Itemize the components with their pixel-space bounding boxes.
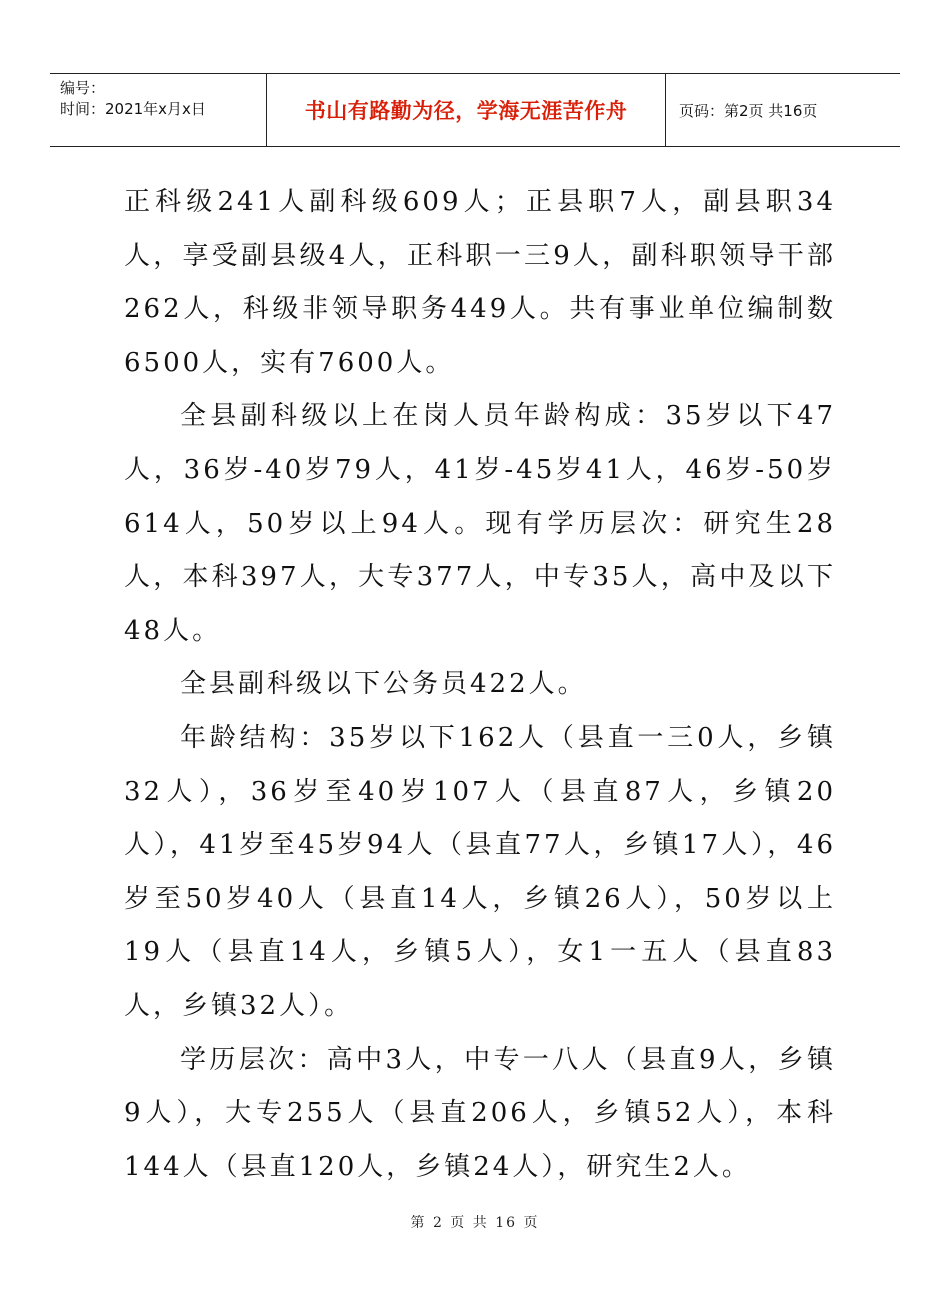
- document-body: [124, 176, 836, 1194]
- header-page-info-cell: [666, 74, 900, 146]
- body-paragraph-4: 年龄结构：35岁以下162人（县直一三0人，乡镇32人），36岁至40岁107人（县直87人，乡镇20人），41岁至45岁94人（县直77人，乡镇17人），46岁至50岁40人（县直14人，乡镇26人），50岁以上19人（县直14人，乡镇5人），女1一五人（县直83人，乡镇32人）。: [124, 722, 836, 1021]
- header-page-info: 页码：第2页 共16页: [679, 101, 818, 120]
- body-paragraph-3: 全县副科级以下公务员422人。: [180, 669, 587, 700]
- document-time-label: 时间：2021年x月x日: [60, 100, 206, 118]
- header-motto-cell: [266, 74, 666, 146]
- header-motto: 书山有路勤为径，学海无涯苦作舟: [304, 99, 628, 123]
- page-footer: [0, 1212, 950, 1232]
- body-paragraph-5: 学历层次：高中3人，中专一八人（县直9人，乡镇9人），大专255人（县直206人，乡镇52人），本科144人（县直120人，乡镇24人），研究生2人。: [124, 1044, 836, 1182]
- body-paragraph-2: 全县副科级以上在岗人员年龄构成：35岁以下47人，36岁-40岁79人，41岁-45岁41人，46岁-50岁614人，50岁以上94人。现有学历层次：研究生28人，本科397人，大专377人，中专35人，高中及以下48人。: [124, 401, 836, 646]
- body-paragraph-1: 正科级241人副科级609人；正县职7人，副县职34人，享受副县级4人，正科职一三9人，副科职领导干部262人，科级非领导职务449人。共有事业单位编制数6500人，实有7600人。: [124, 187, 836, 378]
- page-header: [50, 73, 900, 147]
- document-number-label: 编号：: [60, 79, 106, 97]
- footer-page-number: 第 2 页 共 16 页: [410, 1215, 540, 1231]
- header-meta: [50, 74, 266, 146]
